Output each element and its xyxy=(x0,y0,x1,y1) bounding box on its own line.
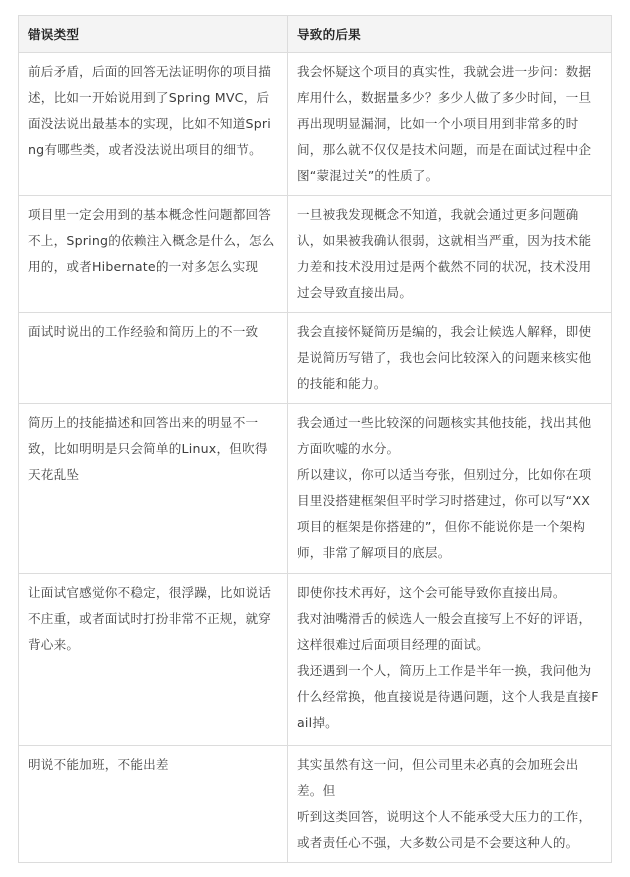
cell-error-type: 面试时说出的工作经验和简历上的不一致 xyxy=(19,313,288,404)
header-consequence: 导致的后果 xyxy=(288,16,612,53)
cell-consequence xyxy=(288,574,612,746)
table-row xyxy=(19,53,612,196)
cell-error-type: 前后矛盾，后面的回答无法证明你的项目描述，比如一开始说用到了Spring MVC，后面没法说出最基本的实现，比如不知道Spring有哪些类，或者没法说出项目的细节。 xyxy=(19,53,288,196)
cell-error-type: 简历上的技能描述和回答出来的明显不一致，比如明明是只会简单的Linux，但吹得天花乱坠 xyxy=(19,404,288,574)
error-consequence-table xyxy=(18,15,612,863)
consequence-paragraph: 听到这类回答，说明这个人不能承受大压力的工作，或者责任心不强，大多数公司是不会要这种人的。 xyxy=(297,809,592,850)
table-row xyxy=(19,746,612,863)
table-row xyxy=(19,574,612,746)
consequence-paragraph: 所以建议，你可以适当夸张，但别过分，比如你在项目里没搭建框架但平时学习时搭建过，你可以写“XX项目的框架是你搭建的”，但你不能说你是一个架构师，非常了解项目的底层。 xyxy=(297,467,592,560)
cell-error-type: 让面试官感觉你不稳定，很浮躁，比如说话不庄重，或者面试时打扮非常不正规，就穿背心来。 xyxy=(19,574,288,746)
header-error-type: 错误类型 xyxy=(19,16,288,53)
consequence-paragraph: 我会直接怀疑简历是编的，我会让候选人解释，即使是说简历写错了，我也会问比较深入的问题来核实他的技能和能力。 xyxy=(297,324,592,391)
consequence-paragraph: 我还遇到一个人，简历上工作是半年一换，我问他为什么经常换，他直接说是待遇问题，这个人我是直接Fail掉。 xyxy=(297,663,599,730)
cell-consequence xyxy=(288,196,612,313)
consequence-paragraph: 我会怀疑这个项目的真实性，我就会进一步问：数据库用什么，数据量多少？多少人做了多少时间，一旦再出现明显漏洞，比如一个小项目用到非常多的时间，那么就不仅仅是技术问题，而是在面试过程中企图“蒙混过关”的性质了。 xyxy=(297,64,592,183)
cell-error-type: 项目里一定会用到的基本概念性问题都回答不上，Spring的依赖注入概念是什么，怎么用的，或者Hibernate的一对多怎么实现 xyxy=(19,196,288,313)
consequence-paragraph: 我对油嘴滑舌的候选人一般会直接写上不好的评语，这样很难过后面项目经理的面试。 xyxy=(297,611,592,652)
cell-error-type: 明说不能加班，不能出差 xyxy=(19,746,288,863)
cell-consequence xyxy=(288,313,612,404)
cell-consequence xyxy=(288,53,612,196)
consequence-paragraph: 即使你技术再好，这个会可能导致你直接出局。 xyxy=(297,585,566,600)
consequence-paragraph: 我会通过一些比较深的问题核实其他技能，找出其他方面吹嘘的水分。 xyxy=(297,415,592,456)
cell-consequence xyxy=(288,404,612,574)
table-row xyxy=(19,196,612,313)
consequence-paragraph: 其实虽然有这一问，但公司里未必真的会加班会出差。但 xyxy=(297,757,579,798)
table-header-row xyxy=(19,16,612,53)
table-row xyxy=(19,404,612,574)
cell-consequence xyxy=(288,746,612,863)
consequence-paragraph: 一旦被我发现概念不知道，我就会通过更多问题确认，如果被我确认很弱，这就相当严重，因为技术能力差和技术没用过是两个截然不同的状况，技术没用过会导致直接出局。 xyxy=(297,207,592,300)
table-row xyxy=(19,313,612,404)
